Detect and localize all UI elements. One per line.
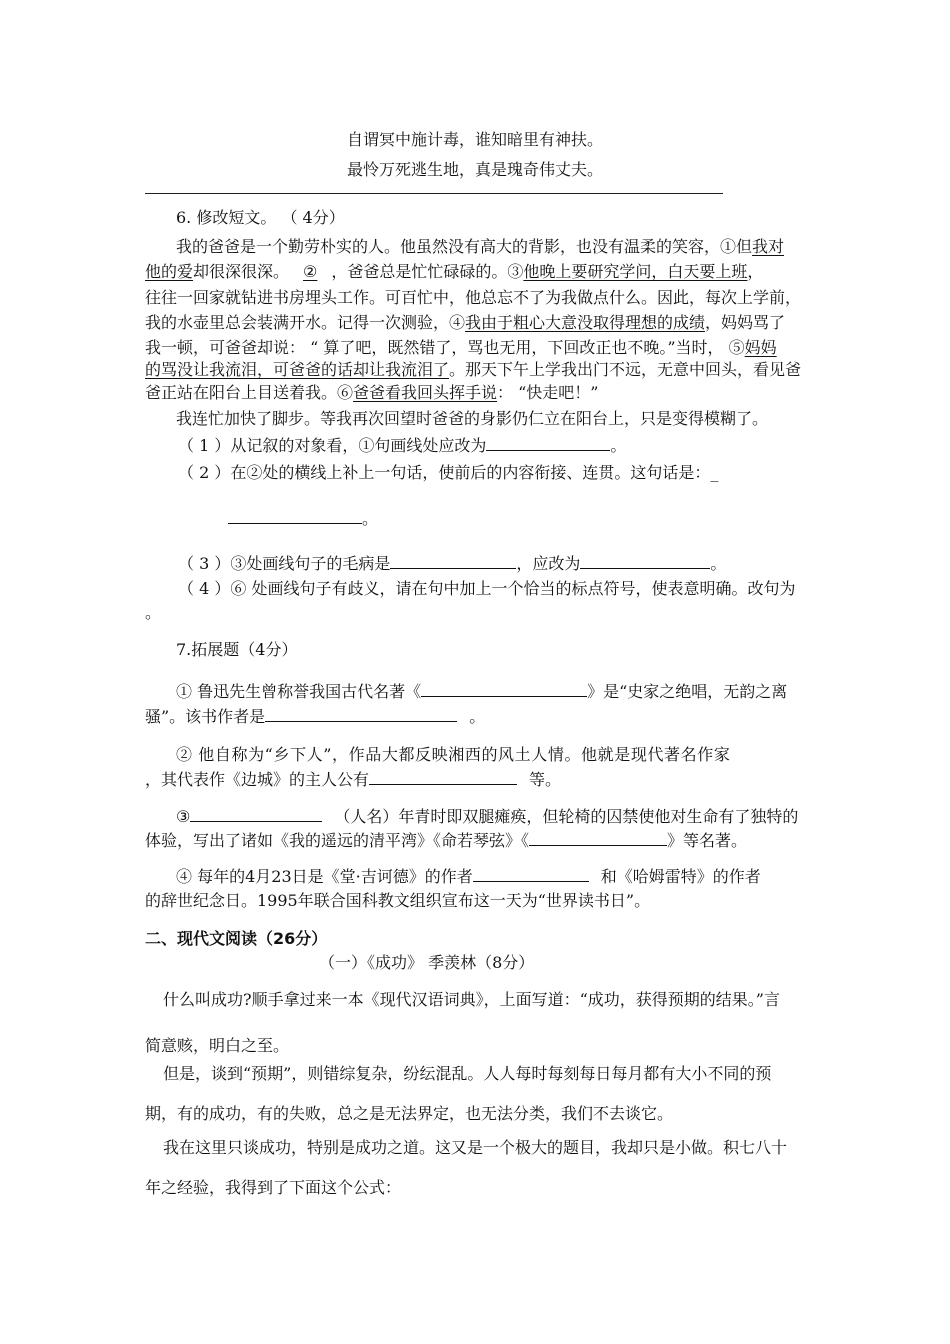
text: （ 3 ）③处画线句子的毛病是 [178,554,391,573]
q6-sub-4-end: 。 [145,603,162,622]
poem-line-2: 最怜万死逃生地，真是瑰奇伟丈夫。 [346,160,603,179]
answer-blank[interactable] [369,769,517,785]
reading-para-1: 什么叫成功?顺手拿过来一本《现代汉语词典》，上面写道：“成功，获得预期的结果。”言 [163,990,780,1009]
answer-blank[interactable] [580,553,710,569]
text: 爸正站在阳台上目送着我。⑥ [145,383,354,402]
text: 。 [710,554,727,573]
text: （人名）年青时即双腿瘫痪，但轮椅的囚禁使他对生命有了独特的 [334,807,799,826]
text: 等。 [529,770,562,789]
underlined-phrase-1: 我对 [752,237,785,256]
underlined-phrase-4: 我由于粗心大意没取得理想的成绩 [465,313,706,332]
text: 体验，写出了诸如《我的遥远的清平湾》《命若琴弦》《 [145,831,530,850]
q6-para-line-5 [145,338,777,358]
q7-item-2-cont [145,769,561,790]
text: ， [747,262,764,281]
reading-para-1-cont: 简意赅，明白之至。 [145,1036,290,1055]
q6-title: 6. 修改短文。 （ 4分） [176,208,345,227]
divider [145,193,723,194]
text: ① 鲁迅先生曾称誉我国古代名著《 [176,682,422,701]
q6-para-2: 我连忙加快了脚步。等我再次回望时爸爸的身影仍仁立在阳台上，只是变得模糊了。 [176,409,769,428]
underlined-phrase-5b: 的骂没让我流泪，可爸爸的话却让我流泪了 [145,360,450,379]
answer-blank[interactable] [228,508,362,524]
answer-blank[interactable] [529,830,667,846]
section-heading: 二、现代文阅读（26分） [145,929,328,948]
text: 和《哈姆雷特》的作者 [600,867,761,886]
text: ，爸爸总是忙忙碌碌的。③ [331,262,524,281]
underlined-phrase-3: 他晚上要研究学问，白天要上班 [523,262,748,281]
text: 我的水壶里总会装满开水。记得一次测验，④ [145,313,466,332]
reading-para-3-cont: 年之经验，我得到了下面这个公式： [145,1178,402,1197]
q6-para-line-2 [145,262,763,282]
answer-blank[interactable] [265,706,457,722]
q7-item-1-cont [145,706,485,727]
q7-item-2: ② 他自称为“乡下人”，作品大都反映湘西的风土人情。他就是现代著名作家 [176,745,731,764]
q6-sub-2-answer [228,508,378,529]
reading-para-2: 但是，谈到“预期”，则错综复杂，纷纭混乱。人人每时每刻每日每月都有大小不同的预 [163,1064,772,1083]
text: ③ [176,807,191,826]
q7-item-1 [176,681,787,702]
text: 。 [469,707,486,726]
q6-para-line-1 [176,237,784,257]
text: 。 [610,436,627,455]
text: ： “快走吧！” [497,383,599,402]
poem-line-1: 自谓冥中施计毒，谁知暗里有神扶。 [346,130,603,149]
q7-item-4-cont: 的辞世纪念日。1995年联合国科教文组织宣布这一天为“世界读书日”。 [145,891,651,910]
text: 》是“史家之绝唱，无韵之离 [587,682,788,701]
text: ，应改为 [516,554,581,573]
q7-item-4 [176,866,761,887]
text: 我的爸爸是一个勤劳朴实的人。他虽然没有高大的背影，也没有温柔的笑容，①但 [176,237,753,256]
answer-blank[interactable] [421,681,587,697]
text: （ 1 ）从记叙的对象看，①句画线处应改为 [178,436,487,455]
q7-item-3-cont [145,830,747,851]
text: 》等名著。 [667,831,748,850]
text: ，妈妈骂了 [705,313,786,332]
q6-sub-2: （ 2 ）在②处的横线上补上一句话，使前后的内容衔接、连贯。这句话是：_ [178,463,719,482]
reading-subtitle: （一）《成功》 季羡林（8分） [319,953,535,972]
text: 我一顿，可爸爸却说： “ 算了吧，既然错了，骂也无用，下回改正也不晚。”当时， ⑤ [145,338,745,357]
q6-para-line-4 [145,313,785,333]
q6-para-line-3: 往往一回家就钻进书房埋头工作。可百忙中，他总忘不了为我做点什么。因此，每次上学前， [145,288,802,307]
q7-title: 7.拓展题（4分） [176,640,298,659]
answer-blank[interactable] [190,806,322,822]
text: 。那天下午上学我出门不远，无意中回头，看见爸 [449,360,802,379]
answer-blank[interactable] [390,553,516,569]
underlined-phrase-5: 妈妈 [744,338,777,357]
reading-para-2-cont: 期，有的成功，有的失败，总之是无法界定，也无法分类，我们不去谈它。 [145,1104,674,1123]
q6-sub-1 [178,435,626,456]
q6-sub-4: （ 4 ）⑥ 处画线句子有歧义，请在句中加上一个恰当的标点符号，使表意明确。改句为 [178,579,796,598]
underlined-phrase-1b: 他的爱 [145,262,194,281]
answer-blank[interactable] [486,435,610,451]
text: ④ 每年的4月23日是《堂·吉诃德》的作者 [176,867,473,886]
q6-sub-3 [178,553,726,574]
text: ，其代表作《边城》的主人公有 [145,770,370,789]
q6-para-line-6 [145,360,801,380]
reading-para-3: 我在这里只谈成功，特别是成功之道。这又是一个极大的题目，我却只是小做。积七八十 [163,1138,788,1157]
text: 骚”。该书作者是 [145,707,266,726]
answer-blank[interactable] [473,866,589,882]
text: 却很深很深。 [193,262,290,281]
q7-item-3 [176,806,798,827]
underlined-phrase-6: 爸爸看我回头挥手说 [353,383,498,402]
blank-2: ② [303,262,318,281]
text: 。 [362,509,379,528]
q6-para-line-7 [145,383,598,403]
